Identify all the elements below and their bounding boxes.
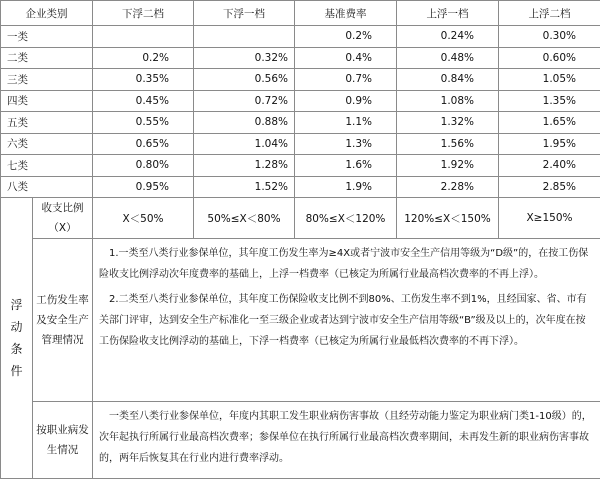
header-tier-base: 基准费率 [295, 1, 397, 26]
ratio-range: X≥150% [499, 198, 600, 239]
rate-cell: 0.32% [194, 47, 295, 69]
rate-cell: 0.72% [194, 90, 295, 112]
floating-char: 浮 [10, 298, 23, 312]
table-row [1, 133, 600, 155]
rate-cell: 0.2% [93, 47, 194, 69]
injury-paragraph-2: 2.二类至八类行业参保单位，其年度工伤保险收支比例不到80%、工伤发生率不到1%，且经国家、省、市有关部门评审，达到安全生产标准化一至三级企业或者达到宁波市安全生产信用等级“B”级及以上的，次年度在按工伤保险收支比例浮动的基础上，下浮一档费率（已核定为所属行业最低档次费率的不再下浮）。 [99, 294, 587, 347]
rate-cell: 0.56% [194, 69, 295, 91]
header-tier-down2: 下浮二档 [93, 1, 194, 26]
rate-cell: 1.04% [194, 133, 295, 155]
rate-cell: 1.9% [295, 176, 397, 198]
disease-row [1, 402, 600, 479]
ratio-label: 收支比例（X） [33, 198, 93, 239]
rate-cell: 0.60% [499, 47, 600, 69]
rate-cell: 1.92% [397, 155, 499, 177]
table-row [1, 26, 600, 48]
rate-cell: 0.2% [295, 26, 397, 48]
rate-cell: 1.32% [397, 112, 499, 134]
ratio-range: 120%≤X＜150% [397, 198, 499, 239]
row-category: 六类 [1, 133, 93, 155]
rate-cell: 1.1% [295, 112, 397, 134]
ratio-range: 50%≤X＜80% [194, 198, 295, 239]
table-row [1, 176, 600, 198]
rate-cell [93, 26, 194, 48]
row-category: 五类 [1, 112, 93, 134]
table-row [1, 112, 600, 134]
row-category: 四类 [1, 90, 93, 112]
rate-cell: 1.52% [194, 176, 295, 198]
rate-cell [194, 26, 295, 48]
floating-conditions-label [1, 198, 33, 479]
rate-cell: 1.6% [295, 155, 397, 177]
disease-paragraph: 一类至八类行业参保单位，年度内其职工发生职业病伤害事故（且经劳动能力鉴定为职业病门类1-10级）的，次年起执行所属行业最高档次费率；参保单位在执行所属行业最高档次费率期间，未再发生新的职业病伤害事故的，两年后恢复其在行业内进行费率浮动。 [99, 411, 592, 464]
header-tier-up1: 上浮一档 [397, 1, 499, 26]
rate-cell: 1.08% [397, 90, 499, 112]
row-category: 三类 [1, 69, 93, 91]
injury-paragraph-1: 1.一类至八类行业参保单位，其年度工伤发生率为≥4X或者宁波市安全生产信用等级为“D级”的，在按工伤保险收支比例浮动次年度费率的基础上，上浮一档费率（已核定为所属行业最高档次费率的不再上浮）。 [99, 248, 589, 280]
rate-cell: 0.30% [499, 26, 600, 48]
rate-cell: 1.95% [499, 133, 600, 155]
header-tier-down1: 下浮一档 [194, 1, 295, 26]
rate-cell: 0.80% [93, 155, 194, 177]
row-category: 七类 [1, 155, 93, 177]
ratio-range: X＜50% [93, 198, 194, 239]
rate-cell: 0.24% [397, 26, 499, 48]
injury-text [93, 239, 600, 402]
rate-cell: 0.4% [295, 47, 397, 69]
rate-cell: 0.48% [397, 47, 499, 69]
injury-row [1, 239, 600, 402]
rate-cell: 0.45% [93, 90, 194, 112]
rate-cell: 0.35% [93, 69, 194, 91]
table-row [1, 47, 600, 69]
rate-cell: 2.28% [397, 176, 499, 198]
header-category: 企业类别 [1, 1, 93, 26]
rate-cell: 0.95% [93, 176, 194, 198]
rate-cell: 1.05% [499, 69, 600, 91]
ratio-row [1, 198, 600, 239]
rate-cell: 1.35% [499, 90, 600, 112]
disease-label: 按职业病发生情况 [33, 402, 93, 479]
row-category: 二类 [1, 47, 93, 69]
rate-cell: 1.65% [499, 112, 600, 134]
rate-cell: 1.3% [295, 133, 397, 155]
table-row [1, 155, 600, 177]
rate-cell: 0.88% [194, 112, 295, 134]
rate-cell: 1.56% [397, 133, 499, 155]
header-tier-up2: 上浮二档 [499, 1, 600, 26]
injury-label: 工伤发生率及安全生产管理情况 [33, 239, 93, 402]
floating-char: 动 [10, 320, 23, 334]
rate-cell: 0.9% [295, 90, 397, 112]
rate-cell: 0.65% [93, 133, 194, 155]
table-row [1, 90, 600, 112]
ratio-range: 80%≤X＜120% [295, 198, 397, 239]
floating-char: 条 [10, 342, 23, 356]
header-row [1, 1, 600, 26]
row-category: 八类 [1, 176, 93, 198]
rate-cell: 1.28% [194, 155, 295, 177]
row-category: 一类 [1, 26, 93, 48]
rate-cell: 0.84% [397, 69, 499, 91]
disease-text [93, 402, 600, 479]
floating-char: 件 [10, 364, 23, 378]
rate-cell: 0.55% [93, 112, 194, 134]
rate-cell: 2.40% [499, 155, 600, 177]
rate-cell: 0.7% [295, 69, 397, 91]
table-row [1, 69, 600, 91]
rate-cell: 2.85% [499, 176, 600, 198]
